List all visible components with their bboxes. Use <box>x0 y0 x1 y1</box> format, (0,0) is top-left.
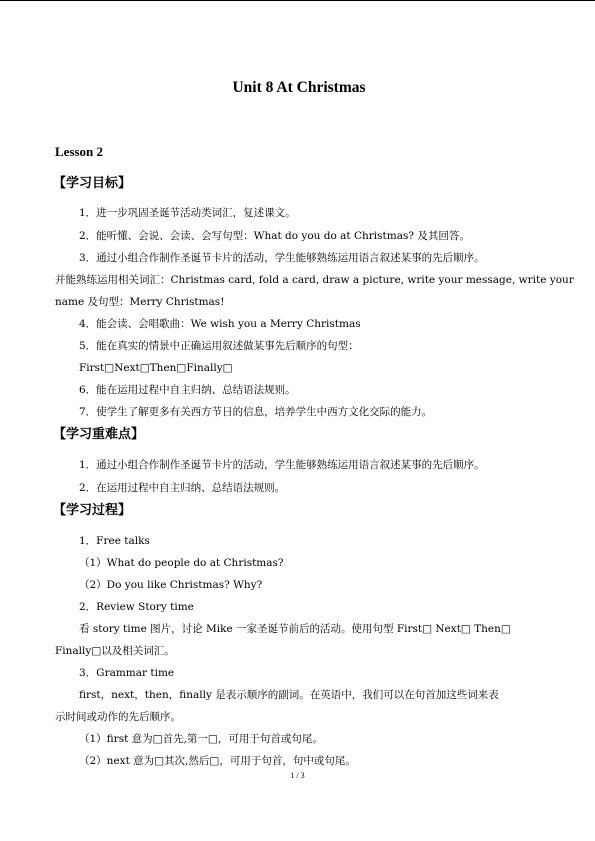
section-heading-key-points: 【学习重难点】 <box>53 427 145 442</box>
process-line: （2）Do you like Christmas? Why? <box>79 579 263 591</box>
process-line: （1）first 意为□首先,第一□，可用于句首或句尾。 <box>79 733 323 745</box>
lesson-label: Lesson 2 <box>55 144 104 159</box>
page-number: 1 / 3 <box>290 771 305 780</box>
process-line: （1）What do people do at Christmas? <box>79 557 284 569</box>
document-title: Unit 8 At Christmas <box>232 79 366 96</box>
key-point-line: 1．通过小组合作制作圣诞节卡片的活动，学生能够熟练运用语言叙述某事的先后顺序。 <box>79 459 485 471</box>
objective-line: name 及句型：Merry Christmas! <box>55 296 225 308</box>
objective-line: 3．通过小组合作制作圣诞节卡片的活动，学生能够熟练运用语言叙述某事的先后顺序。 <box>79 252 485 264</box>
process-line: first，next，then，finally 是表示顺序的副词。在英语中，我们可以在句首加这些词来表 <box>79 689 499 701</box>
process-line: 3．Grammar time <box>79 667 175 679</box>
process-line: Finally□以及相关词汇。 <box>55 645 175 657</box>
process-line: 1．Free talks <box>79 535 150 547</box>
objective-line: 7．使学生了解更多有关西方节日的信息，培养学生中西方文化交际的能力。 <box>79 406 433 418</box>
objective-line: First□Next□Then□Finally□ <box>79 362 233 374</box>
section-heading-process: 【学习过程】 <box>53 503 132 518</box>
process-line: 2．Review Story time <box>79 601 194 613</box>
process-line: 示时间或动作的先后顺序。 <box>55 711 181 723</box>
objective-line: 并能熟练运用相关词汇：Christmas card, fold a card, draw a picture, write your message, write your <box>55 274 574 286</box>
objective-line: 4．能会读、会唱歌曲：We wish you a Merry Christmas <box>79 318 361 330</box>
top-border-line <box>0 0 595 1</box>
key-point-line: 2．在运用过程中自主归纳、总结语法规则。 <box>79 482 286 494</box>
section-heading-objectives: 【学习目标】 <box>53 176 132 191</box>
process-line: （2）next 意为□其次,然后□，可用于句首，句中或句尾。 <box>79 755 356 767</box>
objective-line: 2．能听懂、会说、会读、会写句型：What do you do at Christmas? 及其回答。 <box>79 230 470 242</box>
objective-line: 5．能在真实的情景中正确运用叙述做某事先后顺序的句型： <box>79 340 359 352</box>
objective-line: 1．进一步巩固圣诞节活动类词汇，复述课文。 <box>79 207 296 219</box>
objective-line: 6．能在运用过程中自主归纳、总结语法规则。 <box>79 384 296 396</box>
process-line: 看 story time 图片，讨论 Mike 一家圣诞节前后的活动。使用句型 First□ Next□ Then□ <box>79 623 511 635</box>
